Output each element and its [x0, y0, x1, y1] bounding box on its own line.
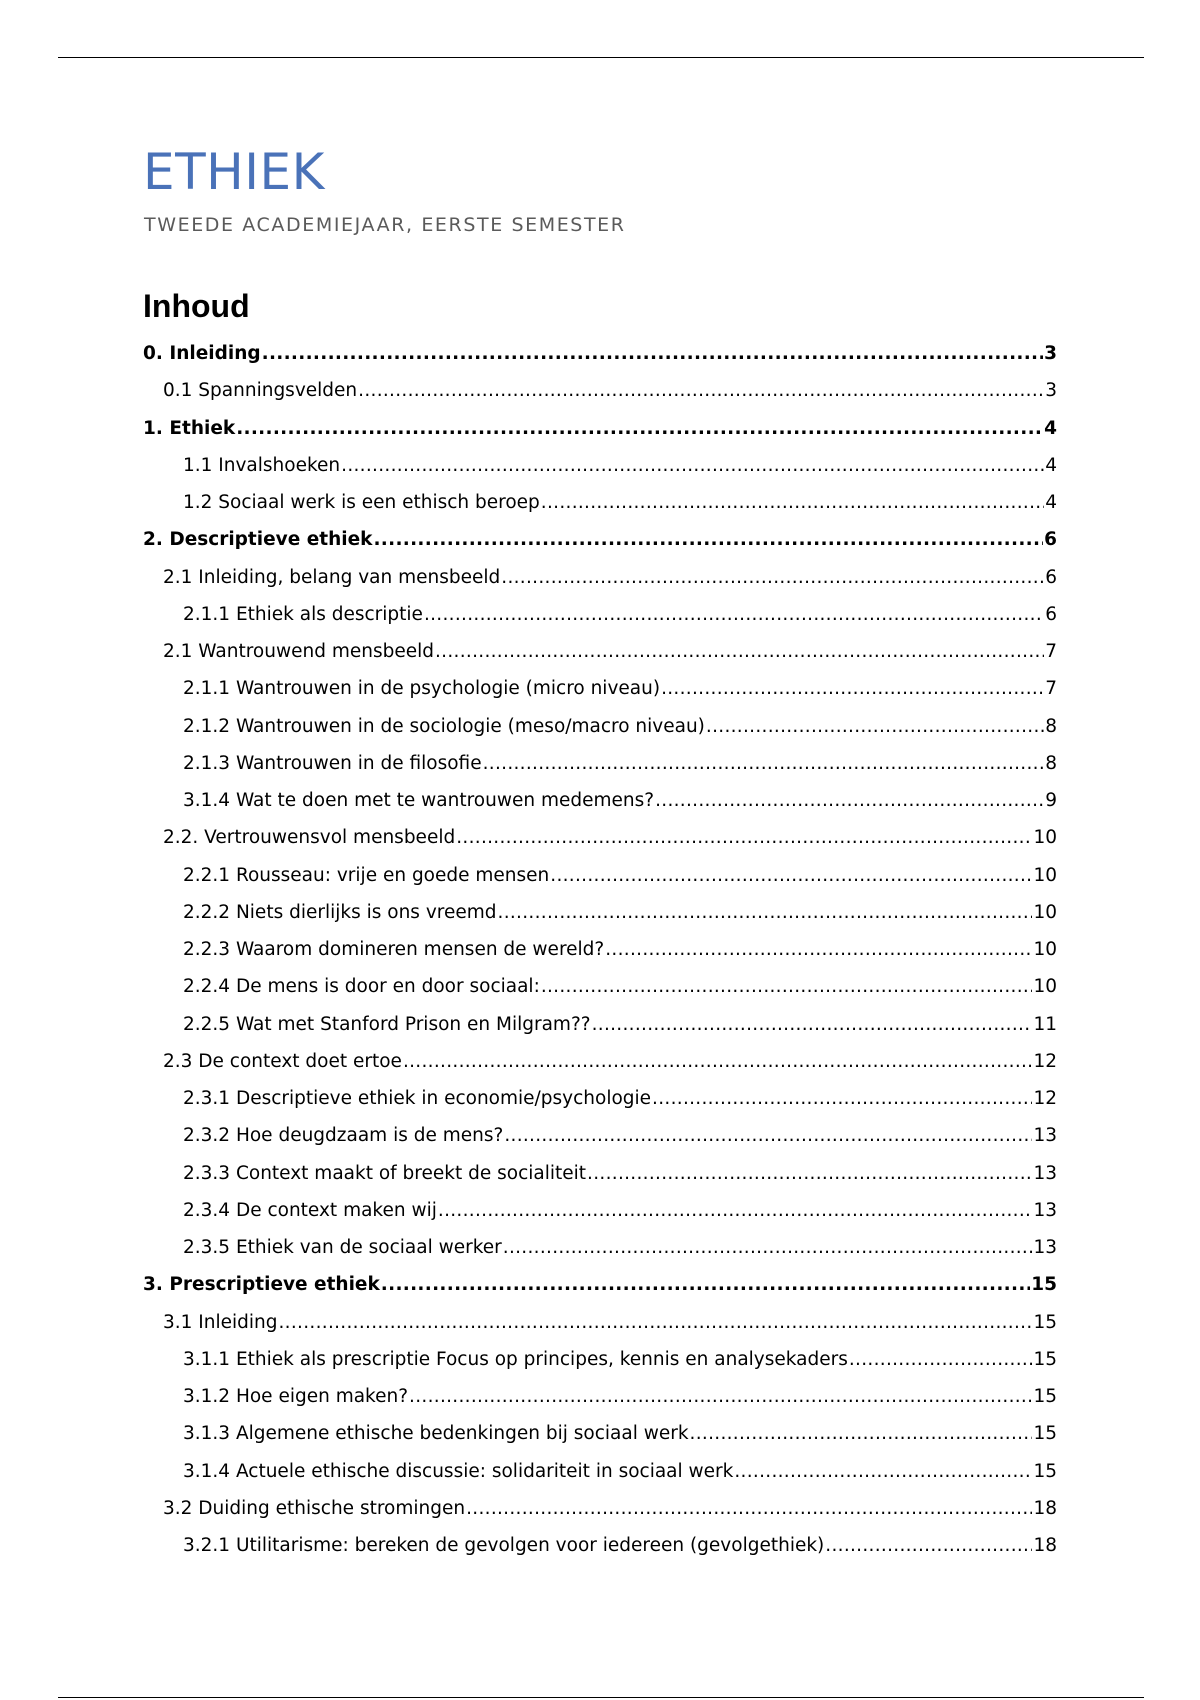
toc-entry[interactable] — [183, 788, 1057, 814]
toc-entry-page-number: 13 — [1033, 1199, 1057, 1221]
toc-entry-page-number: 4 — [1045, 454, 1057, 476]
toc-entry-label: 3.2 Duiding ethische stromingen — [163, 1497, 466, 1519]
toc-leader-dots — [236, 416, 1043, 442]
toc-entry-page-number: 9 — [1045, 790, 1057, 811]
toc-entry-page-number: 4 — [1045, 492, 1057, 513]
toc-entry[interactable] — [183, 490, 1057, 516]
toc-entry-page-number: 15 — [1033, 1460, 1057, 1482]
toc-entry[interactable] — [183, 1235, 1057, 1261]
toc-entry-label: 2.2.2 Niets dierlijks is ons vreemd — [183, 901, 497, 923]
toc-entry[interactable] — [163, 378, 1057, 404]
toc-leader-dots — [403, 1049, 1033, 1075]
toc-entry-label: 2.3 De context doet ertoe — [163, 1050, 402, 1072]
toc-leader-dots — [262, 341, 1044, 367]
toc-heading: Inhoud — [143, 288, 250, 324]
toc-leader-dots — [690, 1421, 1033, 1447]
toc-entry-label: 3.1 Inleiding — [163, 1311, 278, 1333]
toc-entry-label: 3. Prescriptieve ethiek — [143, 1274, 380, 1296]
toc-leader-dots — [503, 1235, 1033, 1261]
toc-entry[interactable] — [143, 1272, 1057, 1298]
toc-entry-label: 2. Descriptieve ethiek — [143, 529, 373, 551]
toc-entry[interactable] — [183, 676, 1057, 702]
toc-leader-dots — [550, 863, 1032, 889]
toc-entry-label: 2.1 Inleiding, belang van mensbeeld — [163, 566, 501, 588]
toc-entry[interactable] — [183, 1421, 1057, 1447]
toc-leader-dots — [706, 714, 1044, 740]
toc-entry-label: 1.2 Sociaal werk is een ethisch beroep — [183, 492, 540, 513]
document-title: ETHIEK — [143, 143, 325, 201]
toc-entry-page-number: 8 — [1045, 752, 1057, 774]
toc-entry-page-number: 7 — [1045, 641, 1057, 662]
toc-entry-page-number: 15 — [1033, 1348, 1057, 1370]
toc-entry[interactable] — [163, 1496, 1057, 1522]
toc-leader-dots — [438, 1198, 1033, 1224]
toc-leader-dots — [587, 1161, 1032, 1187]
toc-entry-label: 2.2.5 Wat met Stanford Prison en Milgram?? — [183, 1013, 591, 1035]
toc-leader-dots — [381, 1272, 1030, 1298]
toc-entry-page-number: 7 — [1045, 678, 1057, 700]
toc-entry-page-number: 18 — [1033, 1497, 1057, 1519]
toc-entry-page-number: 15 — [1033, 1423, 1057, 1445]
toc-entry[interactable] — [143, 527, 1057, 553]
toc-entry-label: 2.2.3 Waarom domineren mensen de wereld? — [183, 939, 605, 960]
toc-entry-page-number: 13 — [1033, 1237, 1057, 1258]
document-subtitle: TWEEDE ACADEMIEJAAR, EERSTE SEMESTER — [144, 214, 626, 236]
toc-entry-label: 3.1.1 Ethiek als prescriptie Focus op principes, kennis en analysekaders — [183, 1348, 848, 1370]
toc-leader-dots — [358, 378, 1044, 404]
toc-leader-dots — [541, 490, 1044, 516]
toc-entry-page-number: 18 — [1033, 1535, 1057, 1556]
toc-entry[interactable] — [163, 565, 1057, 591]
toc-entry[interactable] — [183, 1123, 1057, 1149]
toc-leader-dots — [661, 676, 1044, 702]
toc-leader-dots — [483, 751, 1045, 777]
toc-leader-dots — [655, 788, 1044, 814]
toc-entry-label: 2.1.1 Wantrouwen in de psychologie (micro niveau) — [183, 678, 661, 700]
toc-leader-dots — [498, 900, 1033, 926]
toc-leader-dots — [501, 565, 1044, 591]
toc-entry-page-number: 6 — [1045, 603, 1057, 625]
toc-entry[interactable] — [183, 453, 1057, 479]
toc-entry[interactable] — [183, 751, 1057, 777]
toc-entry-label: 0.1 Spanningsvelden — [163, 380, 358, 402]
toc-entry-label: 2.3.4 De context maken wij — [183, 1199, 437, 1221]
toc-entry-page-number: 12 — [1033, 1088, 1057, 1109]
toc-entry-label: 2.2.4 De mens is door en door sociaal: — [183, 976, 540, 998]
toc-entry-page-number: 15 — [1031, 1274, 1057, 1296]
toc-entry-page-number: 3 — [1045, 380, 1057, 402]
toc-entry-page-number: 13 — [1033, 1125, 1057, 1147]
toc-entry-label: 3.2.1 Utilitarisme: bereken de gevolgen voor iedereen (gevolgethiek) — [183, 1535, 825, 1556]
toc-entry-label: 2.2.1 Rousseau: vrije en goede mensen — [183, 864, 550, 886]
toc-entry[interactable] — [183, 1198, 1057, 1224]
toc-entry[interactable] — [183, 1161, 1057, 1187]
toc-leader-dots — [734, 1459, 1032, 1485]
toc-entry-page-number: 11 — [1033, 1013, 1057, 1035]
toc-leader-dots — [592, 1012, 1033, 1038]
toc-entry[interactable] — [163, 1049, 1057, 1075]
toc-entry-label: 2.1 Wantrouwend mensbeeld — [163, 641, 434, 662]
toc-entry-label: 2.3.3 Context maakt of breekt de socialiteit — [183, 1162, 587, 1184]
toc-entry-page-number: 10 — [1033, 864, 1057, 886]
toc-entry-label: 2.1.1 Ethiek als descriptie — [183, 603, 423, 625]
toc-leader-dots — [424, 602, 1044, 628]
toc-entry[interactable] — [183, 937, 1057, 963]
toc-entry-label: 3.1.3 Algemene ethische bedenkingen bij sociaal werk — [183, 1423, 689, 1445]
toc-entry-label: 2.3.1 Descriptieve ethiek in economie/psychologie — [183, 1088, 652, 1109]
toc-entry[interactable] — [163, 825, 1057, 851]
toc-leader-dots — [605, 937, 1032, 963]
toc-entry-label: 2.1.2 Wantrouwen in de sociologie (meso/macro niveau) — [183, 715, 705, 737]
toc-entry-label: 2.3.5 Ethiek van de sociaal werker — [183, 1237, 502, 1258]
toc-entry-page-number: 10 — [1033, 976, 1057, 998]
toc-entry-page-number: 10 — [1033, 901, 1057, 923]
toc-entry[interactable] — [183, 863, 1057, 889]
toc-entry-label: 0. Inleiding — [143, 343, 261, 364]
toc-entry-page-number: 3 — [1044, 343, 1057, 364]
toc-entry[interactable] — [183, 974, 1057, 1000]
toc-entry-label: 3.1.2 Hoe eigen maken? — [183, 1386, 409, 1407]
toc-entry[interactable] — [183, 1086, 1057, 1112]
toc-entry-page-number: 15 — [1033, 1311, 1057, 1333]
toc-entry-page-number: 10 — [1033, 939, 1057, 960]
toc-leader-dots — [466, 1496, 1032, 1522]
toc-entry[interactable] — [183, 602, 1057, 628]
toc-entry-page-number: 6 — [1044, 529, 1057, 551]
toc-entry-label: 3.1.4 Wat te doen met te wantrouwen medemens? — [183, 790, 655, 811]
toc-entry-page-number: 13 — [1033, 1162, 1057, 1184]
toc-entry[interactable] — [183, 900, 1057, 926]
toc-leader-dots — [435, 639, 1044, 665]
toc-entry-label: 3.1.4 Actuele ethische discussie: solidariteit in sociaal werk — [183, 1460, 734, 1482]
toc-entry[interactable] — [183, 1384, 1057, 1410]
toc-entry[interactable] — [183, 1459, 1057, 1485]
toc-entry-page-number: 10 — [1033, 827, 1057, 849]
toc-entry-label: 2.1.3 Wantrouwen in de filosofie — [183, 752, 482, 774]
toc-entry-page-number: 4 — [1044, 417, 1057, 439]
toc-entry[interactable] — [183, 1347, 1057, 1373]
toc-leader-dots — [373, 527, 1043, 553]
toc-entry[interactable] — [183, 1012, 1057, 1038]
toc-entry-label: 1. Ethiek — [143, 417, 236, 439]
toc-entry-label: 1.1 Invalshoeken — [183, 454, 341, 476]
toc-leader-dots — [849, 1347, 1033, 1373]
toc-leader-dots — [409, 1384, 1032, 1410]
toc-entry-label: 2.2. Vertrouwensvol mensbeeld — [163, 827, 456, 849]
toc-entry[interactable] — [163, 639, 1057, 665]
toc-entry-label: 2.3.2 Hoe deugdzaam is de mens? — [183, 1125, 504, 1147]
toc-entry-page-number: 12 — [1033, 1050, 1057, 1072]
toc-leader-dots — [279, 1310, 1033, 1336]
toc-entry-page-number: 8 — [1045, 715, 1057, 737]
toc-leader-dots — [456, 825, 1032, 851]
toc-entry[interactable] — [143, 416, 1057, 442]
toc-entry[interactable] — [183, 714, 1057, 740]
toc-leader-dots — [652, 1086, 1032, 1112]
toc-leader-dots — [541, 974, 1033, 1000]
toc-entry[interactable] — [183, 1533, 1057, 1559]
toc-leader-dots — [341, 453, 1044, 479]
toc-leader-dots — [825, 1533, 1032, 1559]
footer-rule — [58, 1697, 1144, 1698]
toc-entry-page-number: 15 — [1033, 1386, 1057, 1407]
toc-leader-dots — [504, 1123, 1032, 1149]
toc-entry[interactable] — [143, 341, 1057, 367]
toc-entry-page-number: 6 — [1045, 566, 1057, 588]
toc-entry[interactable] — [163, 1310, 1057, 1336]
